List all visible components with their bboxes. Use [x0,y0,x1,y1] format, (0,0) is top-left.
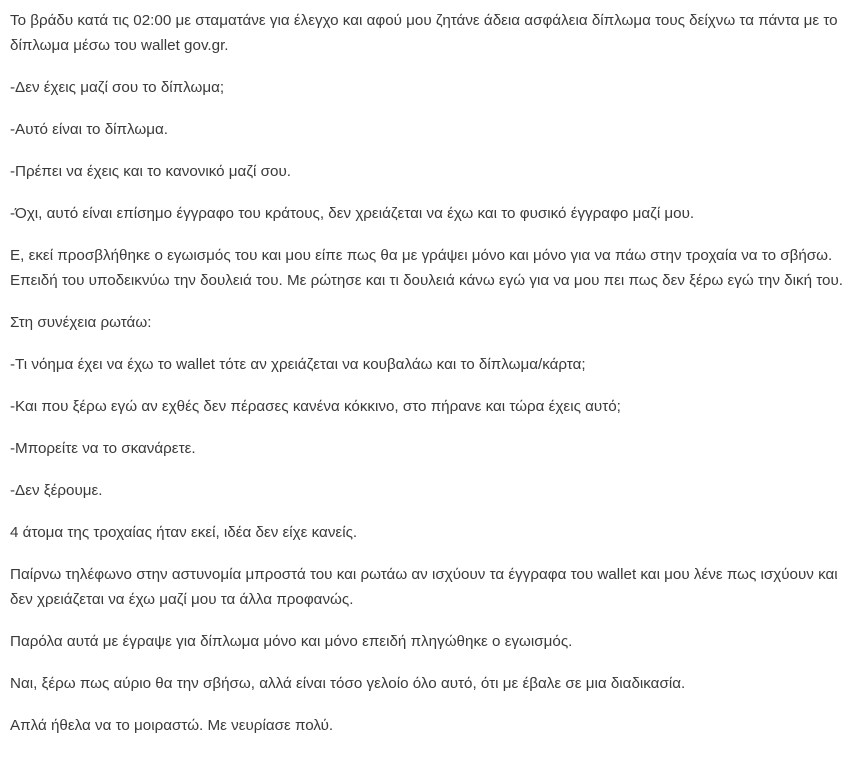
paragraph: 4 άτομα της τροχαίας ήταν εκεί, ιδέα δεν είχε κανείς. [10,524,358,541]
dialogue-line: -Δεν έχεις μαζί σου το δίπλωμα; [10,79,225,96]
paragraph: Παίρνω τηλέφωνο στην αστυνομία μπροστά του και ρωτάω αν ισχύουν τα έγγραφα του wallet και μου λένε πως ισχύουν και δεν χρειάζεται να έχω μαζί μου τα άλλα προφανώς. [10,566,838,608]
dialogue-line: -Μπορείτε να το σκανάρετε. [10,440,196,457]
paragraph: Ε, εκεί προσβλήθηκε ο εγωισμός του και μου είπε πως θα με γράψει μόνο και μόνο για να πάω στην τροχαία να το σβήσω. Επειδή του υποδεικνύω την δουλειά του. Με ρώτησε και τι δουλειά κάνω εγώ για να μου πει πως δεν ξέρω εγώ την δική του. [10,247,844,289]
dialogue-line: -Δεν ξέρουμε. [10,482,103,499]
paragraph-closing: Απλά ήθελα να το μοιραστώ. Με νευρίασε πολύ. [10,717,334,734]
paragraph: Στη συνέχεια ρωτάω: [10,314,152,331]
paragraph: Ναι, ξέρω πως αύριο θα την σβήσω, αλλά είναι τόσο γελοίο όλο αυτό, ότι με έβαλε σε μια διαδικασία. [10,675,686,692]
paragraph-intro: Το βράδυ κατά τις 02:00 με σταματάνε για έλεγχο και αφού μου ζητάνε άδεια ασφάλεια δίπλωμα τους δείχνω τα πάντα με το δίπλωμα μέσω του wallet gov.gr. [10,12,838,54]
dialogue-line: -Αυτό είναι το δίπλωμα. [10,121,169,138]
dialogue-line: -Όχι, αυτό είναι επίσημο έγγραφο του κράτους, δεν χρειάζεται να έχω και το φυσικό έγγραφο μαζί μου. [10,205,695,222]
dialogue-line: -Και που ξέρω εγώ αν εχθές δεν πέρασες κανένα κόκκινο, στο πήρανε και τώρα έχεις αυτό; [10,398,621,415]
dialogue-line: -Πρέπει να έχεις και το κανονικό μαζί σου. [10,163,291,180]
dialogue-line: -Τι νόημα έχει να έχω το wallet τότε αν χρειάζεται να κουβαλάω και το δίπλωμα/κάρτα; [10,356,586,373]
paragraph: Παρόλα αυτά με έγραψε για δίπλωμα μόνο και μόνο επειδή πληγώθηκε ο εγωισμός. [10,633,573,650]
